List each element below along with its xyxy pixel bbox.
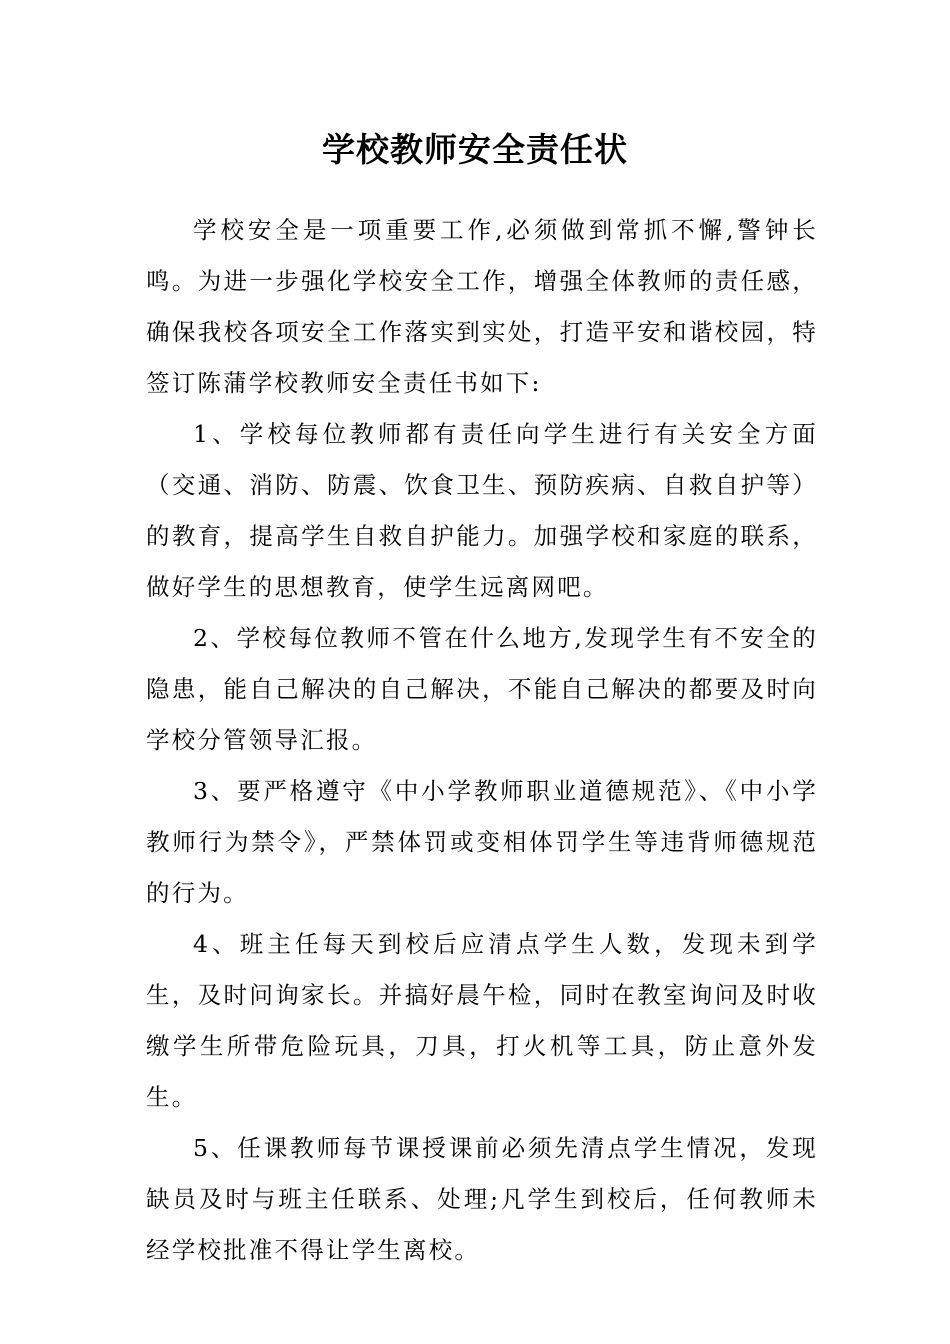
document-title: 学校教师安全责任状	[322, 130, 628, 169]
clause-3-paragraph: 3、要严格遵守《中小学教师职业道德规范》、《中小学教师行为禁令》，严禁体罚或变相体罚学生等违背师德规范的行为。	[146, 777, 818, 907]
intro-paragraph: 学校安全是一项重要工作,必须做到常抓不懈,警钟长鸣。为进一步强化学校安全工作，增强全体教师的责任感，确保我校各项安全工作落实到实处，打造平安和谐校园，特签订陈蒲学校教师安全责任书如下:	[146, 216, 818, 397]
clause-1-paragraph: 1、学校每位教师都有责任向学生进行有关安全方面（交通、消防、防震、饮食卫生、预防疾病、自救自护等）的教育，提高学生自救自护能力。加强学校和家庭的联系，做好学生的思想教育，使学生远离网吧。	[146, 420, 818, 601]
clause-2-paragraph: 2、学校每位教师不管在什么地方,发现学生有不安全的隐患，能自己解决的自己解决，不能自己解决的都要及时向学校分管领导汇报。	[146, 624, 818, 754]
clause-5-paragraph: 5、任课教师每节课授课前必须先清点学生情况，发现缺员及时与班主任联系、处理;凡学生到校后，任何教师未经学校批准不得让学生离校。	[146, 1134, 818, 1264]
document-body	[146, 205, 818, 1276]
clause-4-paragraph: 4、班主任每天到校后应清点学生人数，发现未到学生，及时问询家长。并搞好晨午检，同时在教室询问及时收缴学生所带危险玩具，刀具，打火机等工具，防止意外发生。	[146, 930, 818, 1111]
